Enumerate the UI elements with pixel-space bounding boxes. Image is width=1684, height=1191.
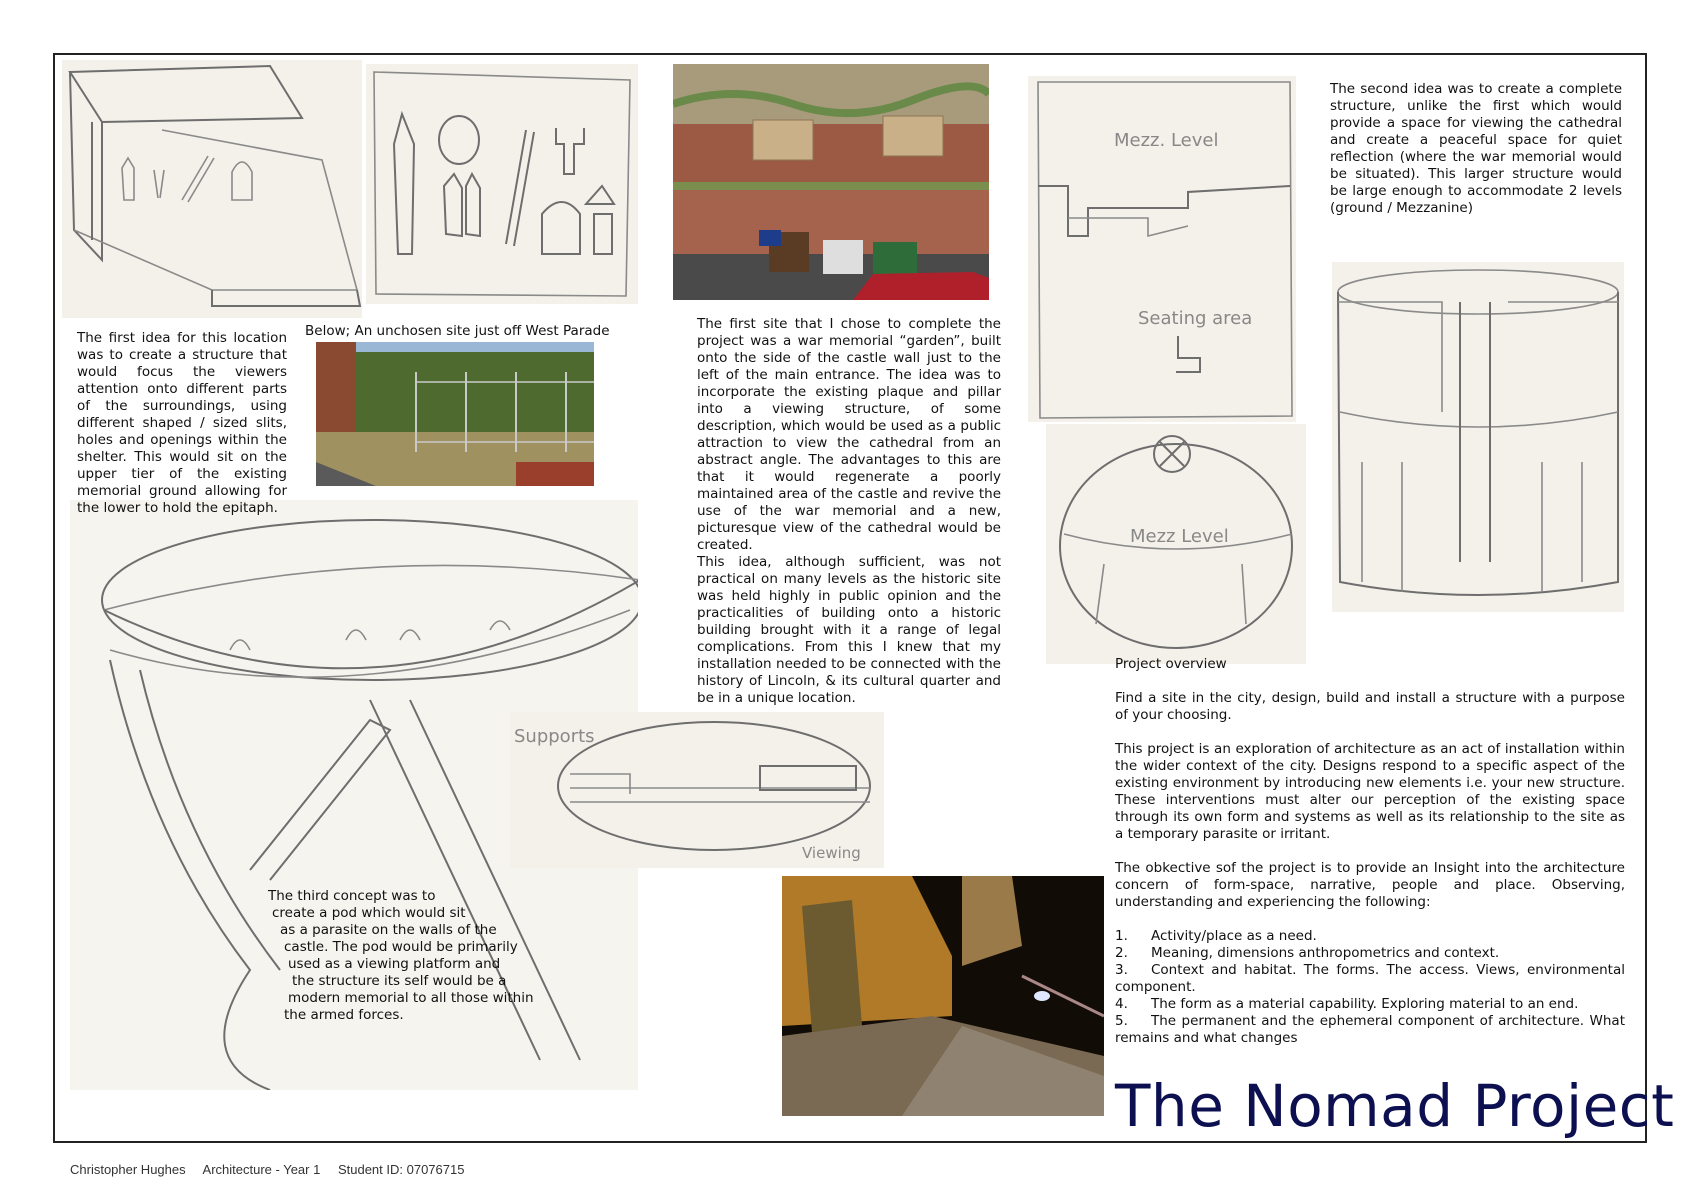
idea3-line: The third concept was to	[268, 888, 436, 904]
idea3-line: the structure its self would be a	[292, 973, 507, 989]
idea3-line: as a parasite on the walls of the	[280, 922, 497, 938]
list-item: 3. Context and habitat. The forms. The access. Views, environmental component.	[1115, 962, 1625, 995]
overview-paragraph-3: The obkective sof the project is to provide an Insight into the architecture concern of form-space, narrative, people and place. Observing, understanding and experiencing the following:	[1115, 860, 1625, 910]
footer-name: Christopher Hughes	[70, 1162, 186, 1177]
photo-war-memorial-garden	[673, 64, 989, 300]
overview-paragraph-2: This project is an exploration of architecture as an act of installation within the wider context of the city. Designs respond to a specific aspect of the existing environment by introducing new elements i.e. your new structure. These interventions must alter our perception of the existing space through its own form and systems as well as its relationship to the site as a temporary parasite or irritant.	[1115, 741, 1625, 842]
footer-student-id: Student ID: 07076715	[337, 1162, 465, 1177]
list-item: 4. The form as a material capability. Exploring material to an end.	[1115, 996, 1579, 1012]
unchosen-site-caption: Below; An unchosen site just off West Parade	[305, 323, 610, 339]
idea3-line: used as a viewing platform and	[288, 956, 501, 972]
idea3-line: the armed forces.	[284, 1007, 404, 1023]
sketch-mezzanine-section	[1028, 76, 1296, 422]
first-site-paragraph-b: This idea, although sufficient, was not practical on many levels as the historic site was held highly in public opinion and the practicalities of building onto a historic building brought with it a range of legal complications. From this I knew that my installation needed to be connected with the history of Lincoln, & its cultural quarter and be in a unique location.	[697, 554, 1001, 706]
photo-night-courtyard	[782, 876, 1104, 1116]
idea2-text: The second idea was to create a complete structure, unlike the first which would provide a space for viewing the cathedral and create a peaceful space for quiet reflection (where the war memorial would be situated). This larger structure would be large enough to accommodate 2 levels (ground / Mezzanine)	[1330, 81, 1622, 216]
first-site-description	[697, 316, 1001, 707]
mezz-level-label: Mezz. Level	[1114, 130, 1219, 151]
page-title: The Nomad Project	[1115, 1072, 1675, 1140]
list-item: 5. The permanent and the ephemeral component of architecture. What remains and what changes	[1115, 1013, 1625, 1046]
footer-course: Architecture - Year 1	[202, 1162, 321, 1177]
first-site-paragraph-a: The first site that I chose to complete the project was a war memorial “garden”, built onto the side of the castle wall just to the left of the main entrance. The idea was to incorporate the existing plaque and pillar into a viewing structure, of some description, which would be used as a public attraction to view the cathedral from an abstract angle. The advantages to this are that it would regenerate a poorly maintained area of the castle and revive the use of the war memorial and a new, picturesque view of the cathedral would be created.	[697, 316, 1001, 553]
objectives-list	[1115, 928, 1625, 1047]
viewing-label: Viewing	[802, 844, 861, 862]
supports-label: Supports	[514, 726, 595, 747]
sketch-shelter	[62, 60, 362, 318]
sketch-cylinder-elevation	[1332, 262, 1624, 612]
project-overview	[1115, 656, 1625, 1047]
idea3-text	[268, 888, 568, 1024]
sketch-supports-plan	[510, 712, 884, 868]
footer	[70, 1162, 478, 1177]
photo-unchosen-site	[316, 342, 594, 486]
idea3-line: create a pod which would sit	[272, 905, 466, 921]
mezz-level-label-2: Mezz Level	[1130, 526, 1229, 547]
overview-heading: Project overview	[1115, 656, 1227, 672]
list-item: 1. Activity/place as a need.	[1115, 928, 1317, 944]
list-item: 2. Meaning, dimensions anthropometrics and context.	[1115, 945, 1500, 961]
idea1-text: The first idea for this location was to create a structure that would focus the viewers attention onto different parts of the surroundings, using different shaped / sized slits, holes and openings within the shelter. This would sit on the upper tier of the existing memorial ground allowing for the lower to hold the epitaph.	[77, 330, 287, 516]
seating-area-label: Seating area	[1138, 308, 1253, 329]
sketch-circular-plan	[1046, 424, 1306, 664]
idea3-line: castle. The pod would be primarily	[284, 939, 518, 955]
idea3-line: modern memorial to all those within	[288, 990, 534, 1006]
sketch-opening-shapes	[366, 64, 638, 304]
overview-paragraph-1: Find a site in the city, design, build and install a structure with a purpose of your choosing.	[1115, 690, 1625, 723]
